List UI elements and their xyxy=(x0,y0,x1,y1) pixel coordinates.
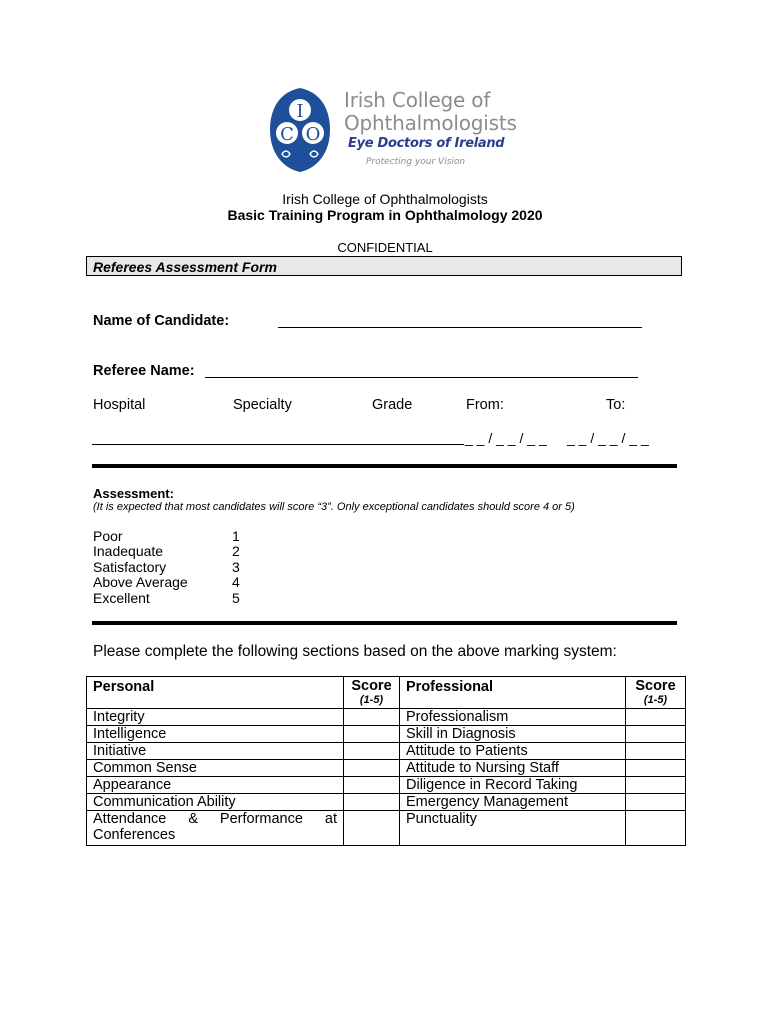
table-row xyxy=(87,794,686,811)
assessment-table xyxy=(86,676,686,846)
table-row xyxy=(87,709,686,726)
personal-score-cell[interactable] xyxy=(344,794,400,811)
grade-label: Grade xyxy=(372,397,413,413)
svg-text:C: C xyxy=(280,124,294,145)
scale-label: Poor xyxy=(93,528,123,544)
referee-name-line[interactable] xyxy=(205,377,638,378)
table-header-row xyxy=(87,677,686,709)
hospital-label: Hospital xyxy=(93,397,146,413)
personal-score-cell[interactable] xyxy=(344,726,400,743)
score-range-label: (1-5) xyxy=(643,694,668,706)
personal-score-cell[interactable] xyxy=(344,777,400,794)
professional-header: Professional xyxy=(400,677,626,709)
professional-score-cell[interactable] xyxy=(626,794,686,811)
score-header-label: Score xyxy=(635,678,676,694)
scale-label: Above Average xyxy=(93,574,188,590)
logo-name-line1: Irish College of xyxy=(344,88,491,112)
form-title: Referees Assessment Form xyxy=(93,259,277,275)
table-row xyxy=(87,777,686,794)
table-row xyxy=(87,726,686,743)
word: & xyxy=(188,811,198,827)
score-range-label: (1-5) xyxy=(359,694,384,706)
logo-subtitle: Eye Doctors of Ireland xyxy=(348,136,505,151)
word: at xyxy=(324,811,337,827)
professional-score-cell[interactable] xyxy=(626,709,686,726)
scale-value: 5 xyxy=(232,590,240,606)
scale-value: 3 xyxy=(232,559,240,575)
personal-criterion: Common Sense xyxy=(87,760,344,777)
program-title: Basic Training Program in Ophthalmology 2020 xyxy=(227,207,543,223)
from-label: From: xyxy=(466,397,504,413)
professional-score-cell[interactable] xyxy=(626,760,686,777)
scale-value: 2 xyxy=(232,543,240,559)
personal-score-header xyxy=(344,677,400,709)
personal-criterion-line2: Conferences xyxy=(93,827,176,843)
personal-score-cell[interactable] xyxy=(344,743,400,760)
word: Attendance xyxy=(93,811,167,827)
professional-score-cell[interactable] xyxy=(626,811,686,846)
scale-value: 1 xyxy=(232,528,240,544)
table-row xyxy=(87,760,686,777)
professional-criterion: Professionalism xyxy=(400,709,626,726)
date-to-field[interactable]: _ _ / _ _ / _ _ xyxy=(567,430,649,446)
assessment-note: (It is expected that most candidates will score “3”. Only exceptional candidates should score 4 or 5) xyxy=(93,501,575,513)
assessment-title: Assessment: xyxy=(93,486,174,501)
org-title: Irish College of Ophthalmologists xyxy=(282,191,488,207)
professional-criterion: Skill in Diagnosis xyxy=(400,726,626,743)
personal-criterion-line1 xyxy=(93,811,337,827)
scale-value: 4 xyxy=(232,574,240,590)
svg-text:I: I xyxy=(296,101,304,122)
professional-criterion: Attitude to Nursing Staff xyxy=(400,760,626,777)
ico-logo-crest xyxy=(268,86,332,174)
specialty-label: Specialty xyxy=(233,397,292,413)
personal-score-cell[interactable] xyxy=(344,760,400,777)
referee-label: Referee Name: xyxy=(93,363,195,379)
score-header-label: Score xyxy=(351,678,392,694)
personal-score-cell[interactable] xyxy=(344,811,400,846)
personal-criterion: Initiative xyxy=(87,743,344,760)
word: Performance xyxy=(219,811,303,827)
professional-criterion: Punctuality xyxy=(400,811,626,846)
instructions-text: Please complete the following sections based on the above marking system: xyxy=(93,643,617,660)
confidential-label: CONFIDENTIAL xyxy=(337,240,433,255)
personal-score-cell[interactable] xyxy=(344,709,400,726)
logo-name-line2: Ophthalmologists xyxy=(344,111,517,135)
form-title-box xyxy=(86,256,682,276)
professional-criterion: Diligence in Record Taking xyxy=(400,777,626,794)
personal-criterion xyxy=(87,811,344,846)
personal-criterion: Communication Ability xyxy=(87,794,344,811)
svg-text:O: O xyxy=(305,124,321,145)
hospital-specialty-grade-line[interactable] xyxy=(92,444,464,445)
professional-score-header xyxy=(626,677,686,709)
professional-criterion: Attitude to Patients xyxy=(400,743,626,760)
personal-criterion: Integrity xyxy=(87,709,344,726)
personal-criterion: Intelligence xyxy=(87,726,344,743)
professional-score-cell[interactable] xyxy=(626,743,686,760)
personal-criterion: Appearance xyxy=(87,777,344,794)
scale-label: Inadequate xyxy=(93,543,164,559)
professional-score-cell[interactable] xyxy=(626,777,686,794)
scale-label: Excellent xyxy=(93,590,150,606)
logo-tagline: Protecting your Vision xyxy=(366,157,466,167)
professional-score-cell[interactable] xyxy=(626,726,686,743)
scale-label: Satisfactory xyxy=(93,559,167,575)
candidate-label: Name of Candidate: xyxy=(93,313,230,329)
professional-criterion: Emergency Management xyxy=(400,794,626,811)
date-from-field[interactable]: _ _ / _ _ / _ _ xyxy=(465,430,547,446)
section-divider-2 xyxy=(92,621,677,625)
table-row xyxy=(87,743,686,760)
candidate-name-line[interactable] xyxy=(278,327,642,328)
section-divider-1 xyxy=(92,464,677,468)
table-row xyxy=(87,811,686,846)
personal-header: Personal xyxy=(87,677,344,709)
to-label: To: xyxy=(606,397,626,413)
